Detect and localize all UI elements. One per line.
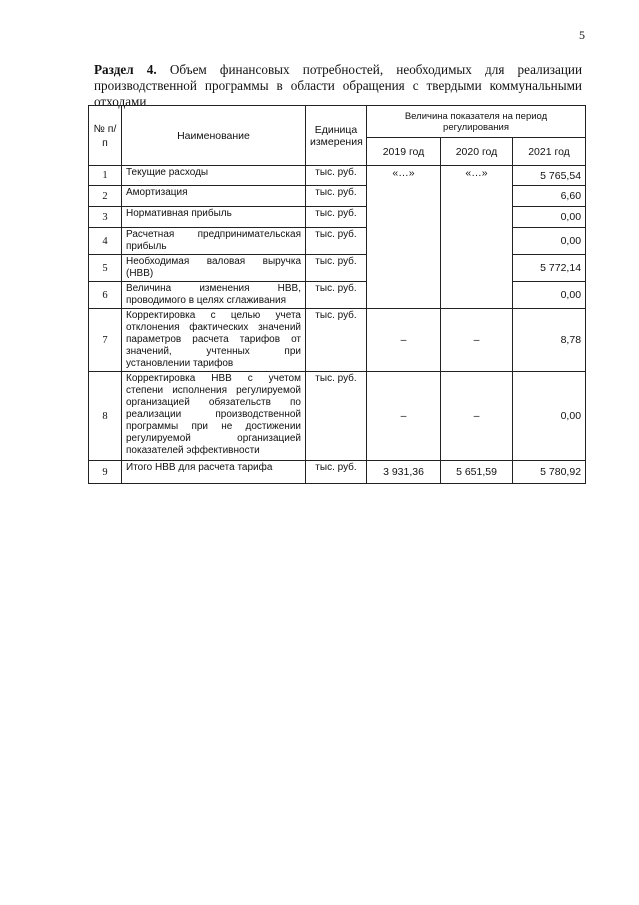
row-value-2021: 8,78 bbox=[513, 309, 586, 372]
table-row bbox=[89, 309, 586, 372]
header-unit: Единица измерения bbox=[306, 106, 367, 166]
header-year-2021: 2021 год bbox=[513, 138, 586, 166]
row-unit: тыс. руб. bbox=[306, 372, 367, 461]
merged-2020: «…» bbox=[441, 166, 513, 309]
table-row bbox=[89, 166, 586, 186]
row-name: Расчетная предпринимательская прибыль bbox=[122, 228, 306, 255]
table-row bbox=[89, 461, 586, 484]
row-num: 8 bbox=[89, 372, 122, 461]
row-value-2019: – bbox=[367, 372, 441, 461]
header-period: Величина показателя на период регулирования bbox=[367, 106, 586, 138]
row-unit: тыс. руб. bbox=[306, 309, 367, 372]
row-num: 4 bbox=[89, 228, 122, 255]
row-name: Величина изменения НВВ, проводимого в целях сглаживания bbox=[122, 282, 306, 309]
row-name: Необходимая валовая выручка (НВВ) bbox=[122, 255, 306, 282]
row-unit: тыс. руб. bbox=[306, 255, 367, 282]
row-unit: тыс. руб. bbox=[306, 461, 367, 484]
row-name: Корректировка с целью учета отклонения фактических значений параметров расчета тарифов от значений, учтенных при установлении тарифов bbox=[122, 309, 306, 372]
row-name: Текущие расходы bbox=[122, 166, 306, 186]
row-name: Нормативная прибыль bbox=[122, 207, 306, 228]
financial-needs-table bbox=[88, 105, 586, 484]
row-num: 5 bbox=[89, 255, 122, 282]
header-year-2020: 2020 год bbox=[441, 138, 513, 166]
row-num: 6 bbox=[89, 282, 122, 309]
row-value-2019: – bbox=[367, 309, 441, 372]
row-value-2020: – bbox=[441, 309, 513, 372]
row-num: 9 bbox=[89, 461, 122, 484]
row-name: Амортизация bbox=[122, 186, 306, 207]
row-value-2021: 5 765,54 bbox=[513, 166, 586, 186]
row-value-2021: 0,00 bbox=[513, 207, 586, 228]
row-value-2021: 0,00 bbox=[513, 282, 586, 309]
row-unit: тыс. руб. bbox=[306, 166, 367, 186]
table-row bbox=[89, 372, 586, 461]
row-num: 1 bbox=[89, 166, 122, 186]
row-value-2021: 5 780,92 bbox=[513, 461, 586, 484]
section-heading bbox=[94, 62, 582, 110]
header-num: № п/п bbox=[89, 106, 122, 166]
row-unit: тыс. руб. bbox=[306, 186, 367, 207]
row-value-2020: – bbox=[441, 372, 513, 461]
row-name: Итого НВВ для расчета тарифа bbox=[122, 461, 306, 484]
row-value-2021: 5 772,14 bbox=[513, 255, 586, 282]
header-year-2019: 2019 год bbox=[367, 138, 441, 166]
row-unit: тыс. руб. bbox=[306, 228, 367, 255]
merged-2019: «…» bbox=[367, 166, 441, 309]
header-name: Наименование bbox=[122, 106, 306, 166]
row-num: 3 bbox=[89, 207, 122, 228]
row-num: 2 bbox=[89, 186, 122, 207]
row-unit: тыс. руб. bbox=[306, 207, 367, 228]
row-value-2021: 6,60 bbox=[513, 186, 586, 207]
section-heading-text: Объем финансовых потребностей, необходимых для реализации производственной программы в области обращения с твердыми коммунальными отходами bbox=[94, 62, 582, 109]
row-unit: тыс. руб. bbox=[306, 282, 367, 309]
row-value-2019: 3 931,36 bbox=[367, 461, 441, 484]
row-value-2021: 0,00 bbox=[513, 372, 586, 461]
row-value-2021: 0,00 bbox=[513, 228, 586, 255]
section-heading-label: Раздел 4. bbox=[94, 62, 157, 77]
row-value-2020: 5 651,59 bbox=[441, 461, 513, 484]
row-num: 7 bbox=[89, 309, 122, 372]
row-name: Корректировка НВВ с учетом степени исполнения регулируемой организацией обязательств по реализации производственной программы при не достижении регулируемой организацией показателей эффективности bbox=[122, 372, 306, 461]
page-number: 5 bbox=[579, 28, 585, 42]
